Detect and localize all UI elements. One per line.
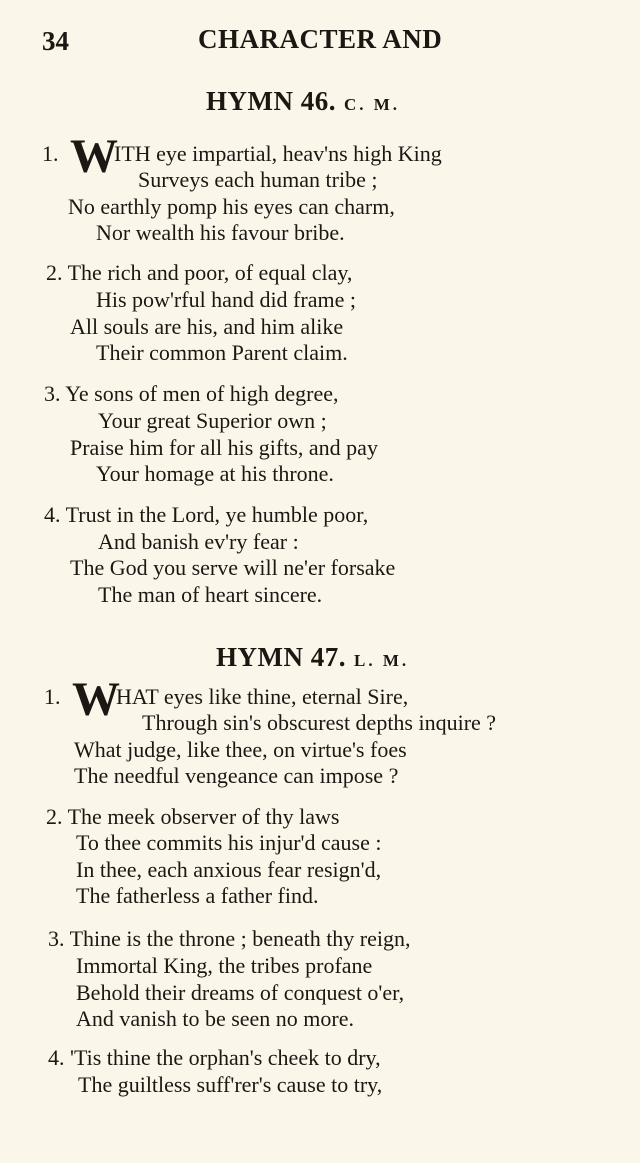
hymn-46-stanza-2-line-3: All souls are his, and him alike <box>70 314 344 339</box>
stanza-number: 4. <box>48 1045 65 1070</box>
hymn-46-stanza-4-line-1 <box>44 502 368 528</box>
hymn-47-stanza-3-line-3: Behold their dreams of conquest o'er, <box>76 980 405 1005</box>
hymn-47-stanza-2-line-1 <box>46 804 339 830</box>
stanza-first-line: Trust in the Lord, ye humble poor, <box>65 502 369 527</box>
hymn-46-stanza-2-line-4: Their common Parent claim. <box>96 340 348 365</box>
hymn-47-stanza-3-line-1 <box>48 926 411 952</box>
stanza-number: 2. <box>46 260 63 285</box>
hymn-47-stanza-1-line-1 <box>44 684 61 710</box>
running-title: CHARACTER AND <box>198 24 443 54</box>
hymn-47-stanza-1-line-3: What judge, like thee, on virtue's foes <box>74 737 407 762</box>
stanza-number: 3. <box>48 926 65 951</box>
hymn-47-stanza-2-line-2: To thee commits his injur'd cause : <box>76 830 382 855</box>
stanza-number: 4. <box>44 502 61 527</box>
hymn-46-heading: HYMN 46. <box>206 86 336 116</box>
hymn-46-stanza-3-line-1 <box>44 381 339 407</box>
hymn-46-stanza-2-line-1 <box>46 260 352 286</box>
page-number: 34 <box>42 26 69 56</box>
hymn-47-meter: L. M. <box>353 651 410 670</box>
hymn-47-title <box>216 642 640 673</box>
hymn-47-stanza-3-line-4: And vanish to be seen no more. <box>76 1006 354 1031</box>
hymn-46-stanza-1-first-line: ITH eye impartial, heav'ns high King <box>114 141 442 166</box>
hymn-47-stanza-2-line-3: In thee, each anxious fear resign'd, <box>76 857 382 882</box>
hymn-47-stanza-1-line-4: The needful vengeance can impose ? <box>74 763 399 788</box>
hymn-47-stanza-4-line-2: The guiltless suff'rer's cause to try, <box>78 1072 383 1097</box>
hymn-47-stanza-3-line-2: Immortal King, the tribes profane <box>76 953 373 978</box>
hymn-46-stanza-1-line-3: No earthly pomp his eyes can charm, <box>68 194 395 219</box>
stanza-number: 3. <box>44 381 61 406</box>
hymn-46-stanza-2-line-2: His pow'rful hand did frame ; <box>96 287 356 312</box>
hymn-47-stanza-2-line-4: The fatherless a father find. <box>76 883 319 908</box>
hymn-46-stanza-4-line-4: The man of heart sincere. <box>98 582 323 607</box>
stanza-first-line: Ye sons of men of high degree, <box>65 381 339 406</box>
hymn-46-stanza-4-line-2: And banish ev'ry fear : <box>98 529 299 554</box>
stanza-number: 1. <box>44 684 61 709</box>
hymn-47-stanza-4-line-1 <box>48 1045 381 1071</box>
running-head <box>40 24 600 60</box>
hymn-47-heading: HYMN 47. <box>216 642 346 672</box>
hymn-46-stanza-3-line-2: Your great Superior own ; <box>98 408 327 433</box>
hymn-46-meter: C. M. <box>343 95 401 114</box>
stanza-first-line: 'Tis thine the orphan's cheek to dry, <box>70 1045 381 1070</box>
hymn-46-stanza-3-line-4: Your homage at his throne. <box>96 461 334 486</box>
stanza-first-line: Thine is the throne ; beneath thy reign, <box>69 926 411 951</box>
hymn-46-stanza-1-line-2: Surveys each human tribe ; <box>138 167 378 192</box>
stanza-first-line: The meek observer of thy laws <box>67 804 340 829</box>
hymn-46-stanza-4-line-3: The God you serve will ne'er forsake <box>70 555 396 580</box>
hymn-46-stanza-3-line-3: Praise him for all his gifts, and pay <box>70 435 378 460</box>
drop-cap: W <box>72 673 120 726</box>
hymn-46-stanza-1-line-1 <box>42 141 59 167</box>
stanza-first-line: The rich and poor, of equal clay, <box>67 260 353 285</box>
hymn-46-stanza-1-line-4: Nor wealth his favour bribe. <box>96 220 345 245</box>
drop-cap: W <box>70 130 118 183</box>
hymn-47-stanza-1-first-line: HAT eyes like thine, eternal Sire, <box>116 684 409 709</box>
stanza-number: 2. <box>46 804 63 829</box>
hymn-47-stanza-1-line-2: Through sin's obscurest depths inquire ? <box>142 710 497 735</box>
hymn-46-title <box>206 86 640 117</box>
stanza-number: 1. <box>42 141 59 166</box>
